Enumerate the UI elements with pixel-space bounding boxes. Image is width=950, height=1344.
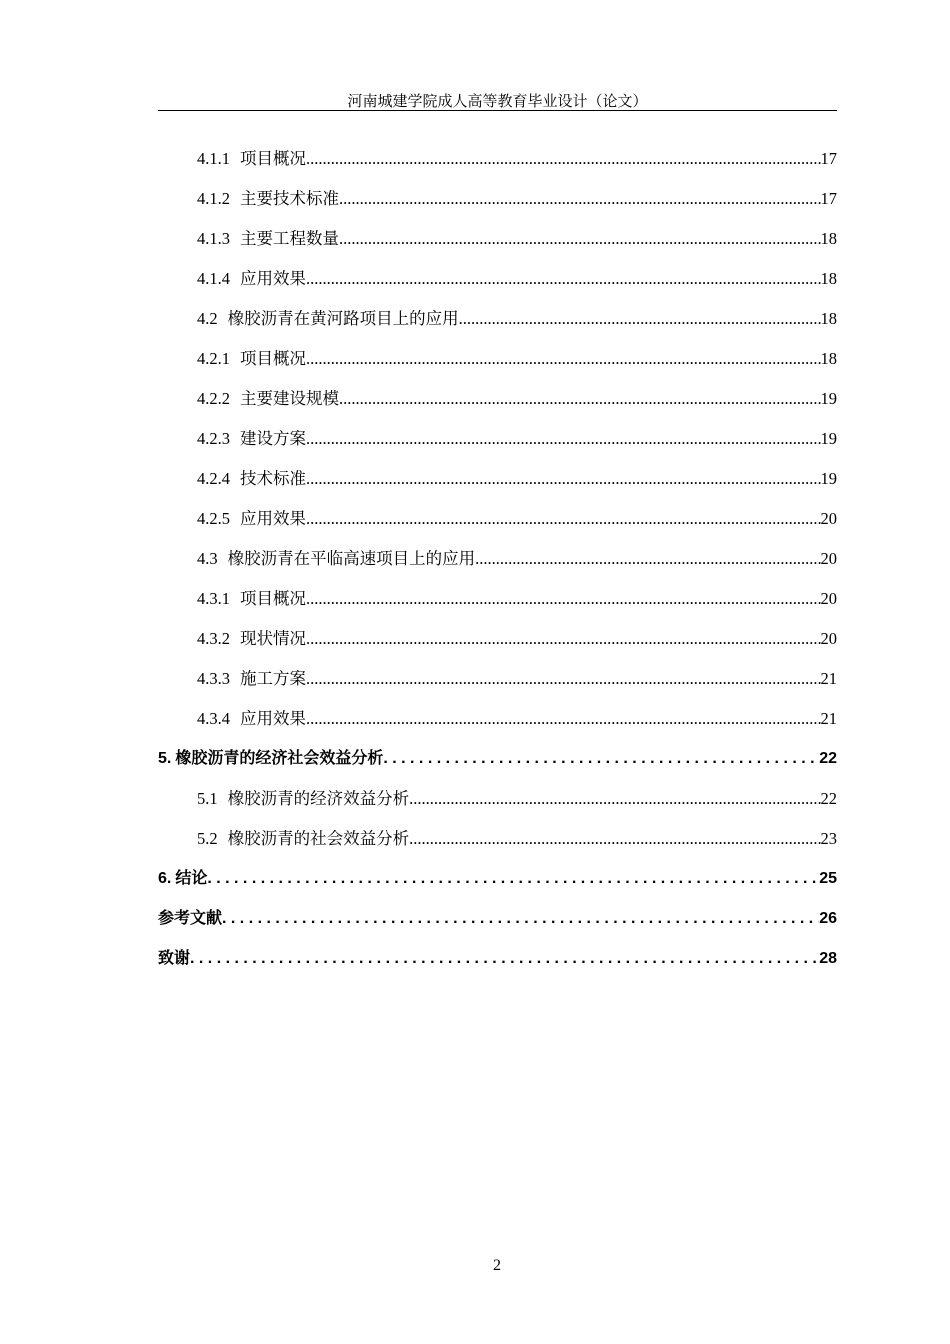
toc-entry[interactable]: [158, 945, 837, 985]
toc-entry-page: 18: [820, 349, 837, 368]
toc-entry-page: 20: [820, 589, 837, 608]
toc-entry-number: 5.: [158, 750, 172, 767]
toc-entry-page: 21: [820, 669, 837, 688]
dot-leader: [339, 229, 821, 249]
toc-entry-number: 4.3.2: [197, 629, 230, 648]
dot-leader: [306, 669, 821, 689]
toc-entry-title: 橡胶沥青的经济效益分析: [227, 789, 410, 808]
dot-leader: [306, 469, 821, 489]
toc-entry-page: 22: [819, 750, 837, 767]
dot-leader: [306, 709, 821, 729]
toc-entry-title: 项目概况: [240, 149, 306, 168]
toc-entry-title: 技术标准: [240, 469, 306, 488]
toc-entry[interactable]: [158, 505, 837, 545]
toc-entry-page: 17: [820, 149, 837, 168]
toc-entry-number: 4.1.4: [197, 269, 230, 288]
toc-entry-number: 6.: [158, 870, 172, 887]
toc-entry-number: 4.2.1: [197, 349, 230, 368]
toc-entry-page: 28: [819, 950, 837, 967]
toc-entry-page: 21: [820, 709, 837, 728]
dot-leader: [383, 750, 819, 768]
page-header: 河南城建学院成人高等教育毕业设计（论文）: [347, 94, 648, 110]
toc-entry-number: 4.3: [197, 549, 218, 568]
toc-entry-number: 4.2.3: [197, 429, 230, 448]
dot-leader: [306, 509, 821, 529]
toc-entry-title: 主要工程数量: [240, 229, 339, 248]
toc-entry[interactable]: [158, 385, 837, 425]
toc-entry[interactable]: [158, 705, 837, 745]
toc-entry-page: 18: [820, 229, 837, 248]
toc-entry-page: 26: [819, 910, 837, 927]
toc-entry[interactable]: [158, 465, 837, 505]
toc-entry[interactable]: [158, 865, 837, 905]
toc-entry[interactable]: [158, 225, 837, 265]
toc-entry-number: 4.2.5: [197, 509, 230, 528]
toc-entry-page: 18: [820, 269, 837, 288]
toc-entry-title: 应用效果: [240, 709, 306, 728]
toc-entry[interactable]: [158, 145, 837, 185]
toc-entry-title: 参考文献: [158, 910, 223, 927]
toc-entry-page: 22: [820, 789, 837, 808]
toc-entry-title: 橡胶沥青的社会效益分析: [227, 829, 410, 848]
dot-leader: [339, 389, 821, 409]
dot-leader: [190, 950, 819, 968]
toc-entry[interactable]: [158, 345, 837, 385]
toc-entry-page: 23: [820, 829, 837, 848]
dot-leader: [409, 789, 820, 809]
dot-leader: [306, 349, 821, 369]
toc-entry[interactable]: [158, 585, 837, 625]
toc-entry-title: 项目概况: [240, 349, 306, 368]
dot-leader: [475, 549, 820, 569]
toc-entry-page: 20: [820, 509, 837, 528]
toc-entry-page: 19: [820, 469, 837, 488]
toc-entry[interactable]: [158, 625, 837, 665]
toc-entry-number: 4.3.3: [197, 669, 230, 688]
toc-entry-title: 施工方案: [240, 669, 306, 688]
toc-entry[interactable]: [158, 665, 837, 705]
dot-leader: [409, 829, 820, 849]
toc-entry-page: 19: [820, 389, 837, 408]
dot-leader: [222, 910, 819, 928]
toc-entry-page: 19: [820, 429, 837, 448]
dot-leader: [339, 189, 821, 209]
table-of-contents: [158, 145, 837, 985]
toc-entry-number: 4.3.4: [197, 709, 230, 728]
toc-entry-title: 应用效果: [240, 269, 306, 288]
toc-entry[interactable]: [158, 905, 837, 945]
toc-entry-title: 主要技术标准: [240, 189, 339, 208]
toc-entry-title: 项目概况: [240, 589, 306, 608]
toc-entry-number: 4.2.2: [197, 389, 230, 408]
toc-entry[interactable]: [158, 785, 837, 825]
toc-entry-page: 17: [820, 189, 837, 208]
toc-entry-number: 4.1.3: [197, 229, 230, 248]
toc-entry-number: 4.1.2: [197, 189, 230, 208]
toc-entry[interactable]: [158, 545, 837, 585]
toc-entry-page: 25: [819, 870, 837, 887]
toc-entry-page: 20: [820, 629, 837, 648]
toc-entry[interactable]: [158, 425, 837, 465]
toc-entry-title: 应用效果: [240, 509, 306, 528]
toc-entry-title: 致谢: [158, 950, 191, 967]
toc-entry-title: 橡胶沥青在平临高速项目上的应用: [227, 549, 476, 568]
dot-leader: [306, 149, 821, 169]
page-number: 2: [493, 1257, 501, 1274]
toc-entry[interactable]: [158, 305, 837, 345]
toc-entry-title: 现状情况: [240, 629, 306, 648]
dot-leader: [306, 629, 821, 649]
dot-leader: [306, 589, 821, 609]
toc-entry-number: 4.2.4: [197, 469, 230, 488]
dot-leader: [459, 309, 821, 329]
toc-entry[interactable]: [158, 745, 837, 785]
toc-entry-title: 橡胶沥青的经济社会效益分析: [175, 750, 384, 767]
dot-leader: [306, 429, 821, 449]
toc-entry-title: 建设方案: [240, 429, 306, 448]
toc-entry-number: 4.3.1: [197, 589, 230, 608]
toc-entry[interactable]: [158, 185, 837, 225]
toc-entry-page: 20: [820, 549, 837, 568]
header-rule: [158, 110, 837, 111]
dot-leader: [306, 269, 821, 289]
toc-entry-title: 橡胶沥青在黄河路项目上的应用: [227, 309, 459, 328]
toc-entry[interactable]: [158, 825, 837, 865]
toc-entry[interactable]: [158, 265, 837, 305]
dot-leader: [207, 870, 819, 888]
toc-entry-page: 18: [820, 309, 837, 328]
toc-entry-number: 4.2: [197, 309, 218, 328]
toc-entry-title: 结论: [175, 870, 208, 887]
toc-entry-number: 4.1.1: [197, 149, 230, 168]
toc-entry-number: 5.1: [197, 789, 218, 808]
toc-entry-title: 主要建设规模: [240, 389, 339, 408]
toc-entry-number: 5.2: [197, 829, 218, 848]
